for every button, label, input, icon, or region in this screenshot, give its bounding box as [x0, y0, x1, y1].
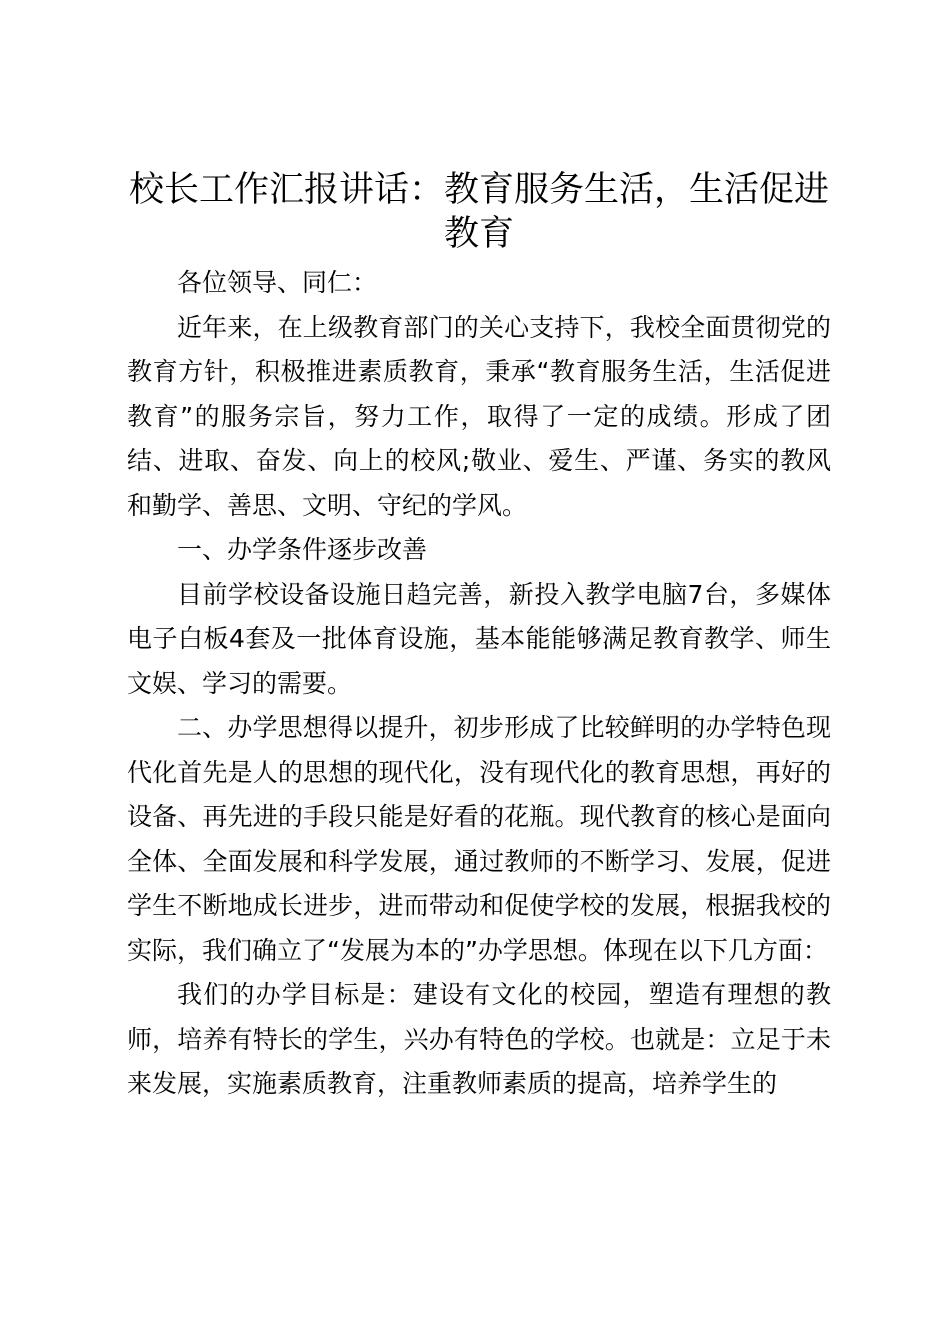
section-heading-2: 二、办学思想得以提升，初步形成了比较鲜明的办学特色现代化首先是人的思想的现代化，没有现代化的教育思想，再好的设备、再先进的手段只能是好看的花瓶。现代教育的核心是面向全体、全面发展和科学发展，通过教师的不断学习、发展，促进学生不断地成长进步，进而带动和促使学校的发展，根据我校的实际，我们确立了“发展为本的”办学思想。体现在以下几方面： [127, 713, 831, 965]
intro-paragraph: 近年来，在上级教育部门的关心支持下，我校全面贯彻党的教育方针，积极推进素质教育，秉承“教育服务生活，生活促进教育”的服务宗旨，努力工作，取得了一定的成绩。形成了团结、进取、奋发、向上的校风;敬业、爱生、严谨、务实的教风和勤学、善思、文明、守纪的学风。 [127, 312, 831, 520]
body-paragraph: 目前学校设备设施日趋完善，新投入教学电脑7台，多媒体电子白板4套及一批体育设施，基本能能够满足教育教学、师生文娱、学习的需要。 [127, 579, 831, 698]
document-page [127, 168, 831, 1107]
document-title: 校长工作汇报讲话：教育服务生活，生活促进教育 [128, 170, 829, 254]
salutation: 各位领导、同仁： [177, 268, 378, 297]
section-heading-1: 一、办学条件逐步改善 [177, 535, 428, 564]
body-paragraph: 我们的办学目标是：建设有文化的校园，塑造有理想的教师，培养有特长的学生，兴办有特色的学校。也就是：立足于未来发展，实施素质教育，注重教师素质的提高，培养学生的 [127, 980, 831, 1098]
